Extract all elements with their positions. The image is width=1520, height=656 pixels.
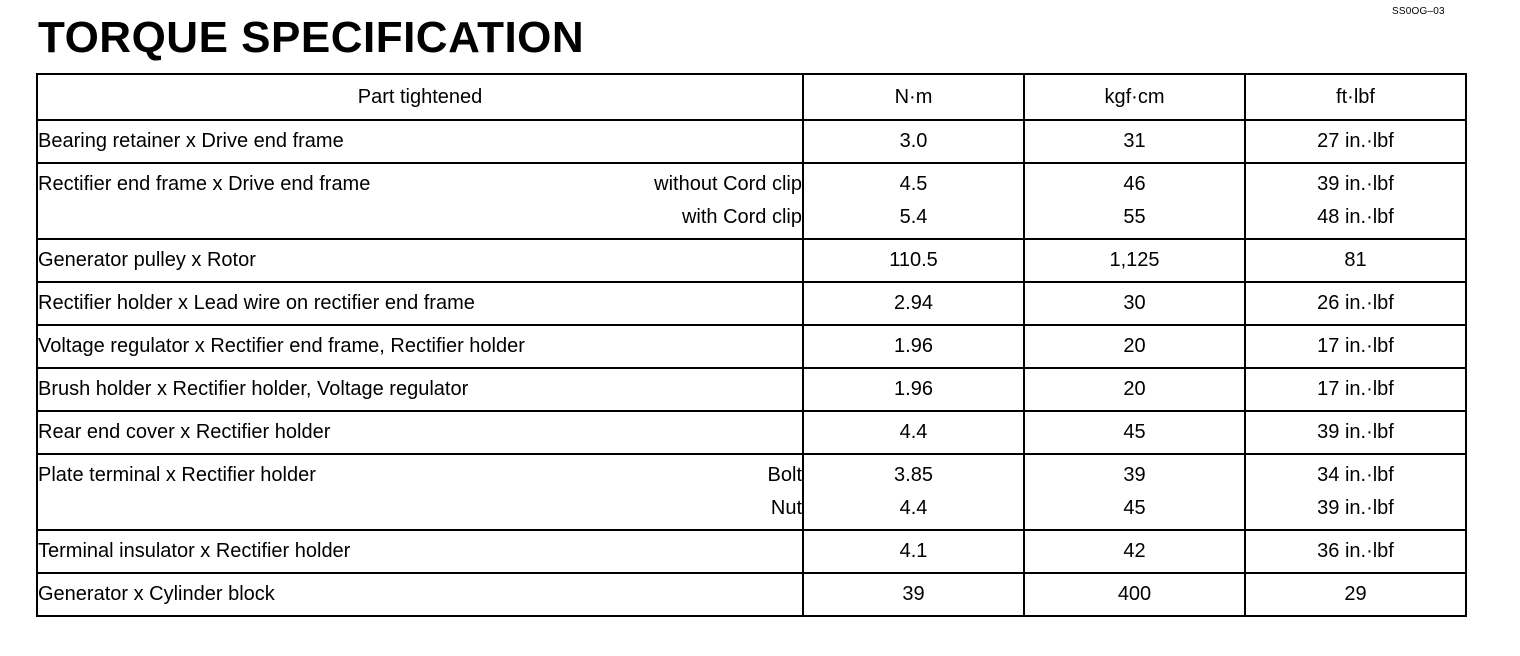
- column-header-kgfcm: kgf·cm: [1024, 74, 1245, 120]
- kgfcm-value: 39: [1123, 464, 1146, 486]
- kgfcm-cell: [1024, 454, 1245, 530]
- part-cell: [37, 454, 803, 530]
- part-name: Generator x Cylinder block: [38, 583, 275, 605]
- ftlbf-value: 29: [1344, 583, 1367, 605]
- nm-value: 4.1: [899, 540, 928, 562]
- part-line: [38, 492, 802, 525]
- part-line: [38, 459, 802, 492]
- ftlbf-value: 39 in.·lbf: [1317, 421, 1394, 443]
- kgfcm-cell: [1024, 163, 1245, 239]
- kgfcm-value: 30: [1123, 292, 1146, 314]
- document-code: SS0OG–03: [1392, 6, 1445, 17]
- table-row: [37, 411, 1466, 454]
- part-cell: [37, 239, 803, 282]
- nm-value: 3.85: [894, 464, 933, 486]
- part-name: Terminal insulator x Rectifier holder: [38, 540, 351, 562]
- ftlbf-cell: [1245, 530, 1466, 573]
- nm-cell: [803, 368, 1024, 411]
- part-cell: [37, 411, 803, 454]
- column-header-ftlbf: ft·lbf: [1245, 74, 1466, 120]
- part-cell: [37, 163, 803, 239]
- ftlbf-cell: [1245, 411, 1466, 454]
- nm-cell: [803, 120, 1024, 163]
- kgfcm-value: 400: [1117, 583, 1152, 605]
- part-condition: without Cord clip: [654, 173, 802, 195]
- part-line: [38, 168, 802, 201]
- kgfcm-cell: [1024, 239, 1245, 282]
- part-condition: Nut: [770, 497, 802, 519]
- ftlbf-cell: [1245, 282, 1466, 325]
- part-name: Voltage regulator x Rectifier end frame, Rectifier holder: [38, 335, 525, 357]
- nm-cell: [803, 282, 1024, 325]
- ftlbf-cell: [1245, 573, 1466, 616]
- nm-cell: [803, 411, 1024, 454]
- nm-value: 1.96: [894, 378, 933, 400]
- nm-value: 4.5: [899, 173, 928, 195]
- part-cell: [37, 325, 803, 368]
- nm-cell: [803, 325, 1024, 368]
- table-row: [37, 573, 1466, 616]
- nm-value: 2.94: [894, 292, 933, 314]
- ftlbf-cell: [1245, 454, 1466, 530]
- ftlbf-value: 81: [1344, 249, 1367, 271]
- kgfcm-value: 45: [1123, 497, 1146, 519]
- ftlbf-cell: [1245, 368, 1466, 411]
- part-cell: [37, 530, 803, 573]
- table-row: [37, 120, 1466, 163]
- kgfcm-cell: [1024, 282, 1245, 325]
- kgfcm-value: 20: [1123, 335, 1146, 357]
- kgfcm-cell: [1024, 411, 1245, 454]
- part-line: [38, 330, 802, 363]
- nm-value: 39: [902, 583, 925, 605]
- part-cell: [37, 120, 803, 163]
- nm-cell: [803, 454, 1024, 530]
- part-line: [38, 125, 802, 158]
- ftlbf-value: 27 in.·lbf: [1317, 130, 1394, 152]
- part-line: [38, 578, 802, 611]
- ftlbf-cell: [1245, 120, 1466, 163]
- part-name: Bearing retainer x Drive end frame: [38, 130, 344, 152]
- ftlbf-value: 17 in.·lbf: [1317, 335, 1394, 357]
- ftlbf-value: 26 in.·lbf: [1317, 292, 1394, 314]
- kgfcm-value: 20: [1123, 378, 1146, 400]
- nm-cell: [803, 163, 1024, 239]
- part-line: [38, 201, 802, 234]
- kgfcm-cell: [1024, 530, 1245, 573]
- table-row: [37, 325, 1466, 368]
- ftlbf-cell: [1245, 163, 1466, 239]
- table-row: [37, 454, 1466, 530]
- nm-value: 3.0: [899, 130, 928, 152]
- table-body: [37, 120, 1466, 616]
- nm-value: 4.4: [899, 497, 928, 519]
- nm-cell: [803, 573, 1024, 616]
- ftlbf-value: 36 in.·lbf: [1317, 540, 1394, 562]
- part-name: Rear end cover x Rectifier holder: [38, 421, 331, 443]
- part-line: [38, 244, 802, 277]
- table-row: [37, 282, 1466, 325]
- kgfcm-value: 1,125: [1109, 249, 1160, 271]
- kgfcm-cell: [1024, 368, 1245, 411]
- table-row: [37, 530, 1466, 573]
- kgfcm-value: 46: [1123, 173, 1146, 195]
- part-cell: [37, 573, 803, 616]
- table-row: [37, 239, 1466, 282]
- kgfcm-value: 42: [1123, 540, 1146, 562]
- column-header-part: Part tightened: [37, 74, 803, 120]
- page-title: TORQUE SPECIFICATION: [38, 13, 585, 62]
- part-name: Brush holder x Rectifier holder, Voltage regulator: [38, 378, 469, 400]
- part-cell: [37, 282, 803, 325]
- ftlbf-value: 48 in.·lbf: [1317, 206, 1394, 228]
- ftlbf-cell: [1245, 239, 1466, 282]
- table-header: [37, 74, 1466, 120]
- part-condition: with Cord clip: [681, 206, 802, 228]
- part-line: [38, 416, 802, 449]
- ftlbf-value: 39 in.·lbf: [1317, 497, 1394, 519]
- part-condition: Bolt: [767, 464, 802, 486]
- ftlbf-value: 34 in.·lbf: [1317, 464, 1394, 486]
- ftlbf-value: 17 in.·lbf: [1317, 378, 1394, 400]
- part-name: Generator pulley x Rotor: [38, 249, 256, 271]
- part-line: [38, 373, 802, 406]
- table-row: [37, 163, 1466, 239]
- nm-value: 1.96: [894, 335, 933, 357]
- table-row: [37, 368, 1466, 411]
- header-row: [37, 74, 1466, 120]
- nm-value: 110.5: [889, 249, 938, 271]
- part-name: Rectifier holder x Lead wire on rectifier end frame: [38, 292, 475, 314]
- part-name: Plate terminal x Rectifier holder: [38, 464, 316, 486]
- part-name: Rectifier end frame x Drive end frame: [38, 173, 371, 195]
- ftlbf-cell: [1245, 325, 1466, 368]
- torque-spec-table: [36, 73, 1467, 617]
- kgfcm-value: 55: [1123, 206, 1146, 228]
- column-header-nm: N·m: [803, 74, 1024, 120]
- kgfcm-cell: [1024, 573, 1245, 616]
- ftlbf-value: 39 in.·lbf: [1317, 173, 1394, 195]
- part-line: [38, 287, 802, 320]
- kgfcm-value: 31: [1123, 130, 1146, 152]
- kgfcm-cell: [1024, 325, 1245, 368]
- nm-cell: [803, 239, 1024, 282]
- part-line: [38, 535, 802, 568]
- kgfcm-value: 45: [1123, 421, 1146, 443]
- nm-value: 4.4: [899, 421, 928, 443]
- nm-cell: [803, 530, 1024, 573]
- kgfcm-cell: [1024, 120, 1245, 163]
- part-cell: [37, 368, 803, 411]
- nm-value: 5.4: [899, 206, 928, 228]
